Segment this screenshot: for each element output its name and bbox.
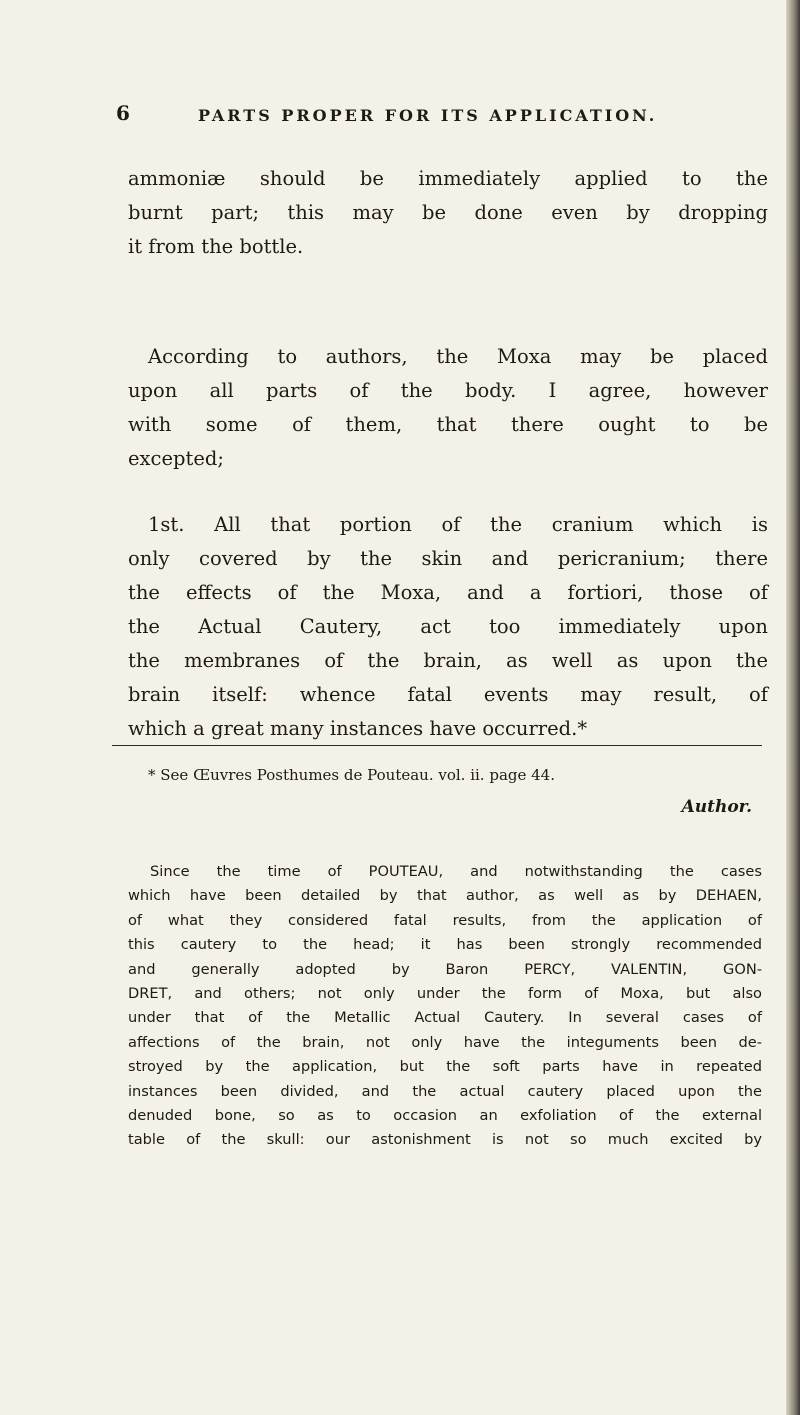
note-line: of what they considered fatal results, from the application of (128, 911, 762, 929)
text-line: ammoniæ should be immediately applied to the (128, 167, 768, 190)
footnote: * See Œuvres Posthumes de Pouteau. vol. ii. page 44. (148, 766, 555, 784)
paragraph-2 (128, 340, 768, 476)
text-line: the Actual Cautery, act too immediately upon (128, 615, 768, 638)
paragraph-3 (128, 508, 768, 746)
text-line: only covered by the skin and pericranium; there (128, 547, 768, 570)
note-line: DRET, and others; not only under the form of Moxa, but also (128, 984, 762, 1002)
text-line: with some of them, that there ought to be (128, 413, 768, 436)
text-line: According to authors, the Moxa may be placed (148, 345, 768, 368)
page-edge-shadow (786, 0, 800, 1415)
text-line: the membranes of the brain, as well as upon the (128, 649, 768, 672)
paragraph-1 (128, 162, 768, 264)
footnote-attribution: Author. (681, 797, 752, 817)
page-number: 6 (116, 101, 130, 125)
note-line: stroyed by the application, but the soft parts have in repeated (128, 1058, 762, 1076)
text-line: which a great many instances have occurred.* (128, 717, 588, 740)
text-line: brain itself: whence fatal events may result, of (128, 683, 768, 706)
footnote-divider (112, 745, 762, 746)
text-line: burnt part; this may be done even by dropping (128, 201, 768, 224)
running-header (116, 101, 758, 134)
running-title: PARTS PROPER FOR ITS APPLICATION. (198, 106, 658, 125)
note-line: table of the skull: our astonishment is not so much excited by (128, 1131, 762, 1149)
note-line: and generally adopted by Baron PERCY, VALENTIN, GON- (128, 960, 762, 978)
note-line: Since the time of POUTEAU, and notwithstanding the cases (150, 863, 762, 880)
text-line: 1st. All that portion of the cranium which is (148, 513, 768, 536)
text-line: it from the bottle. (128, 235, 304, 258)
note-line: this cautery to the head; it has been strongly recommended (128, 936, 762, 954)
note-line: under that of the Metallic Actual Cautery. In several cases of (128, 1009, 762, 1027)
note-line: which have been detailed by that author, as well as by DEHAEN, (128, 887, 762, 905)
text-line: excepted; (128, 447, 224, 470)
note-line: denuded bone, so as to occasion an exfoliation of the external (128, 1106, 762, 1124)
note-line: instances been divided, and the actual cautery placed upon the (128, 1082, 762, 1100)
text-line: upon all parts of the body. I agree, however (128, 379, 768, 402)
translator-note (128, 860, 762, 1153)
text-line: the effects of the Moxa, and a fortiori, those of (128, 581, 768, 604)
note-line: affections of the brain, not only have the integuments been de- (128, 1033, 762, 1051)
